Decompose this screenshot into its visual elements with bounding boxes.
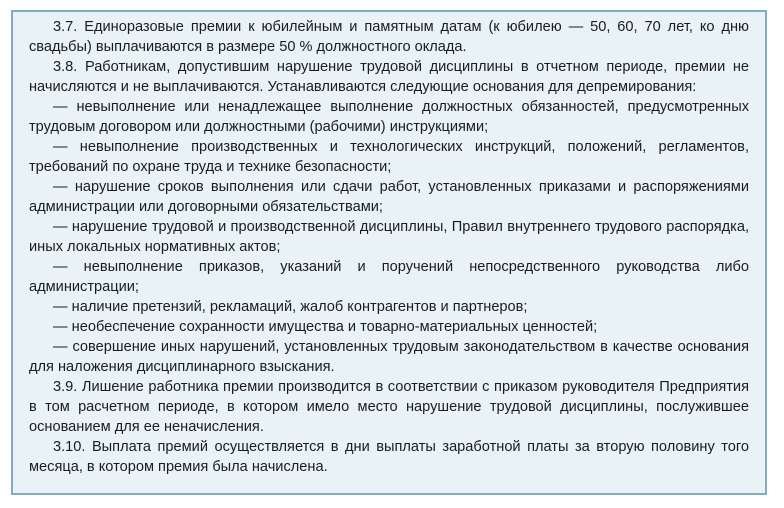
paragraph-3-7: 3.7. Единоразовые премии к юбилейным и памятным датам (к юбилею — 50, 60, 70 лет, ко дню свадьбы) выплачиваются в размере 50 % должностного оклада.: [29, 19, 749, 55]
list-item: — необеспечение сохранности имущества и товарно-материальных ценностей;: [53, 319, 598, 335]
list-item: — невыполнение или ненадлежащее выполнение должностных обязанностей, предусмотренных трудовым договором или должностными (рабочими) инструкциями;: [29, 99, 749, 135]
list-item: — совершение иных нарушений, установленных трудовым законодательством в качестве основания для наложения дисциплинарного взыскания.: [29, 339, 749, 375]
paragraph-3-9: 3.9. Лишение работника премии производится в соответствии с приказом руководителя Предприятия в том расчетном периоде, в котором имело место нарушение трудовой дисциплины, послужившее основанием для ее неначисления.: [29, 379, 749, 435]
list-item: — невыполнение производственных и технологических инструкций, положений, регламентов, требований по охране труда и технике безопасности;: [29, 139, 749, 175]
list-item: — наличие претензий, рекламаций, жалоб контрагентов и партнеров;: [53, 299, 528, 315]
list-item: — невыполнение приказов, указаний и поручений непосредственного руководства либо администрации;: [29, 259, 749, 295]
list-item: — нарушение трудовой и производственной дисциплины, Правил внутреннего трудового распорядка, иных локальных нормативных актов;: [29, 219, 749, 255]
list-item: — нарушение сроков выполнения или сдачи работ, установленных приказами и распоряжениями администрации или договорными обязательствами;: [29, 179, 749, 215]
paragraph-3-8: 3.8. Работникам, допустившим нарушение трудовой дисциплины в отчетном периоде, премии не начисляются и не выплачиваются. Устанавливаются следующие основания для депремирования:: [29, 59, 749, 95]
document-text-box: [11, 10, 767, 495]
paragraph-3-10: 3.10. Выплата премий осуществляется в дни выплаты заработной платы за вторую половину того месяца, в котором премия была начислена.: [29, 439, 749, 475]
